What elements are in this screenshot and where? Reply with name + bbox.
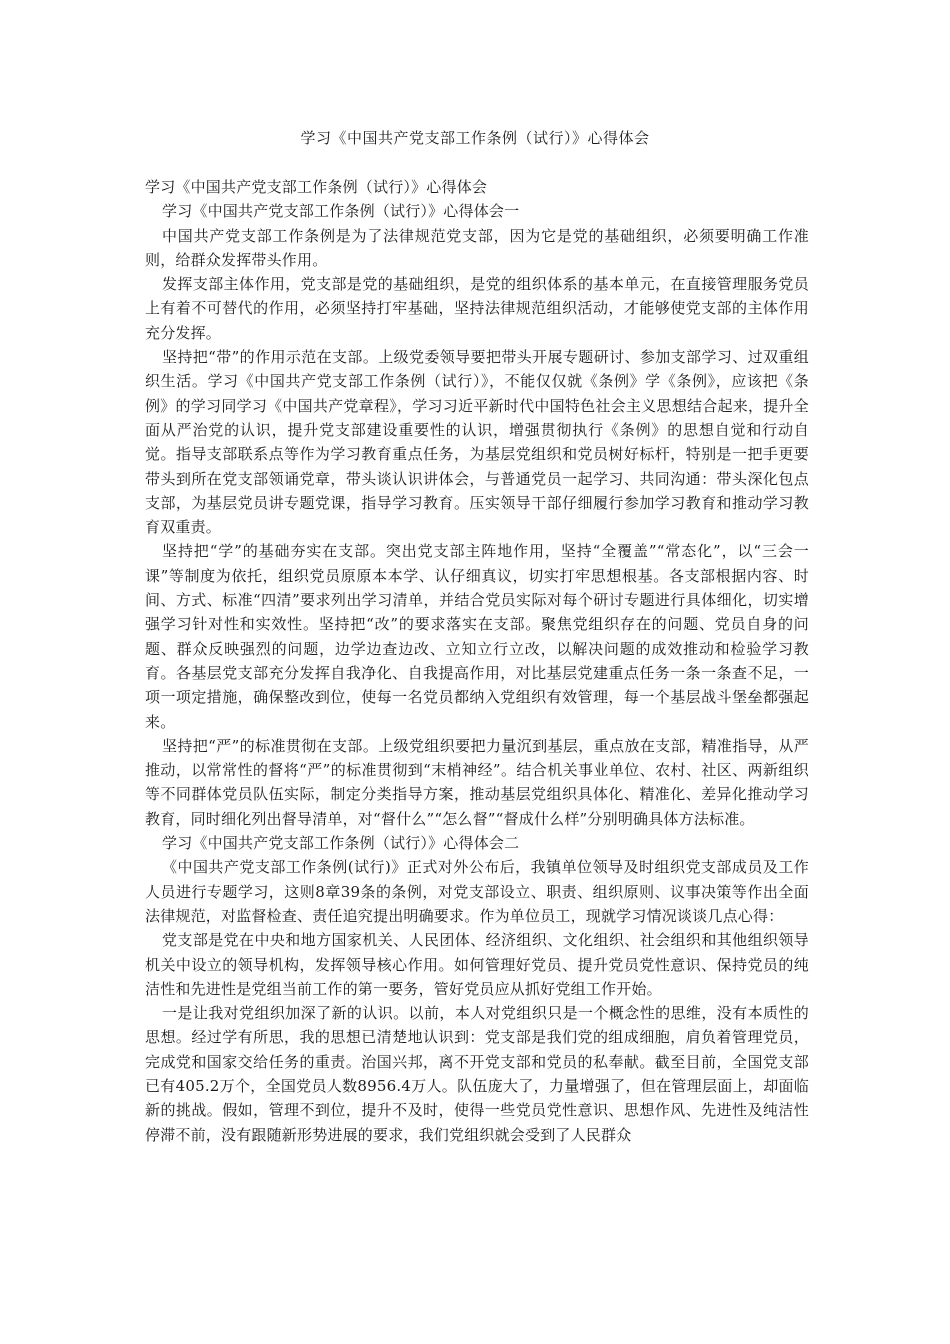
document-body <box>145 175 809 1147</box>
body-paragraph: 党支部是党在中央和地方国家机关、人民团体、经济组织、文化组织、社会组织和其他组织领导机关中设立的领导机构，发挥领导核心作用。如何管理好党员、提升党员党性意识、保持党员的纯洁性和先进性是党组当前工作的第一要务，管好党员应从抓好党组工作开始。 <box>145 931 809 998</box>
body-paragraph: 中国共产党支部工作条例是为了法律规范党支部，因为它是党的基础组织，必须要明确工作准则，给群众发挥带头作用。 <box>145 226 809 269</box>
body-paragraph: 发挥支部主体作用，党支部是党的基础组织，是党的组织体系的基本单元，在直接管理服务党员上有着不可替代的作用，必须坚持打牢基础，坚持法律规范组织活动，才能够使党支部的主体作用充分发挥。 <box>145 275 809 342</box>
body-paragraph: 《中国共产党支部工作条例(试行)》正式对外公布后，我镇单位领导及时组织党支部成员及工作人员进行专题学习，这则8章39条的条例，对党支部设立、职责、组织原则、议事决策等作出全面法律规范，对监督检查、责任追究提出明确要求。作为单位员工，现就学习情况谈谈几点心得： <box>145 858 809 925</box>
document-title: 学习《中国共产党支部工作条例（试行）》心得体会 <box>300 129 650 147</box>
body-paragraph: 学习《中国共产党支部工作条例（试行）》心得体会 <box>145 178 488 196</box>
body-paragraph: 坚持把“严”的标准贯彻在支部。上级党组织要把力量沉到基层，重点放在支部，精准指导，从严推动，以常常性的督将“严”的标准贯彻到“末梢神经”。结合机关事业单位、农村、社区、两新组织等不同群体党员队伍实际，制定分类指导方案，推动基层党组织具体化、精准化、差异化推动学习教育，同时细化列出督导清单，对“督什么”“怎么督”“督成什么样”分别明确具体方法标准。 <box>145 736 809 828</box>
body-paragraph: 坚持把“带”的作用示范在支部。上级党委领导要把带头开展专题研讨、参加支部学习、过双重组织生活。学习《中国共产党支部工作条例（试行）》，不能仅仅就《条例》学《条例》，应该把《条例》的学习同学习《中国共产党章程》，学习习近平新时代中国特色社会主义思想结合起来，提升全面从严治党的认识，提升党支部建设重要性的认识，增强贯彻执行《条例》的思想自觉和行动自觉。指导支部联系点等作为学习教育重点任务，为基层党组织和党员树好标杆，特别是一把手更要带头到所在党支部领诵党章，带头谈认识讲体会，与普通党员一起学习、共同沟通：带头深化包点支部，为基层党员讲专题党课，指导学习教育。压实领导干部仔细履行参加学习教育和推动学习教育双重责。 <box>145 348 809 537</box>
section-heading: 学习《中国共产党支部工作条例（试行）》心得体会一 <box>162 202 520 221</box>
section-heading: 学习《中国共产党支部工作条例（试行）》心得体会二 <box>162 834 520 853</box>
body-paragraph: 坚持把“学”的基础夯实在支部。突出党支部主阵地作用，坚持“全覆盖”“常态化”，以“三会一课”等制度为依托，组织党员原原本本学、认仔细真议，切实打牢思想根基。各支部根据内容、时间、方式、标准“四清”要求列出学习清单，并结合党员实际对每个研讨专题进行具体细化，切实增强学习针对性和实效性。坚持把“改”的要求落实在支部。聚焦党组织存在的问题、党员自身的问题、群众反映强烈的问题，边学边查边改、立知立行立改，以解决问题的成效推动和检验学习教育。各基层党支部充分发挥自我净化、自我提高作用，对比基层党建重点任务一条一条查不足，一项一项定措施，确保整改到位，使每一名党员都纳入党组织有效管理，每一个基层战斗堡垒都强起来。 <box>145 542 809 731</box>
body-paragraph: 一是让我对党组织加深了新的认识。以前，本人对党组织只是一个概念性的思维，没有本质性的思想。经过学有所思，我的思想已清楚地认识到：党支部是我们党的组成细胞，肩负着管理党员，完成党和国家交给任务的重责。治国兴邦，离不开党支部和党员的私奉献。截至目前，全国党支部已有405.2万个，全国党员人数8956.4万人。队伍庞大了，力量增强了，但在管理层面上，却面临新的挑战。假如，管理不到位，提升不及时，使得一些党员党性意识、思想作风、先进性及纯洁性停滞不前，没有跟随新形势进展的要求，我们党组织就会受到了人民群众 <box>145 1004 809 1144</box>
